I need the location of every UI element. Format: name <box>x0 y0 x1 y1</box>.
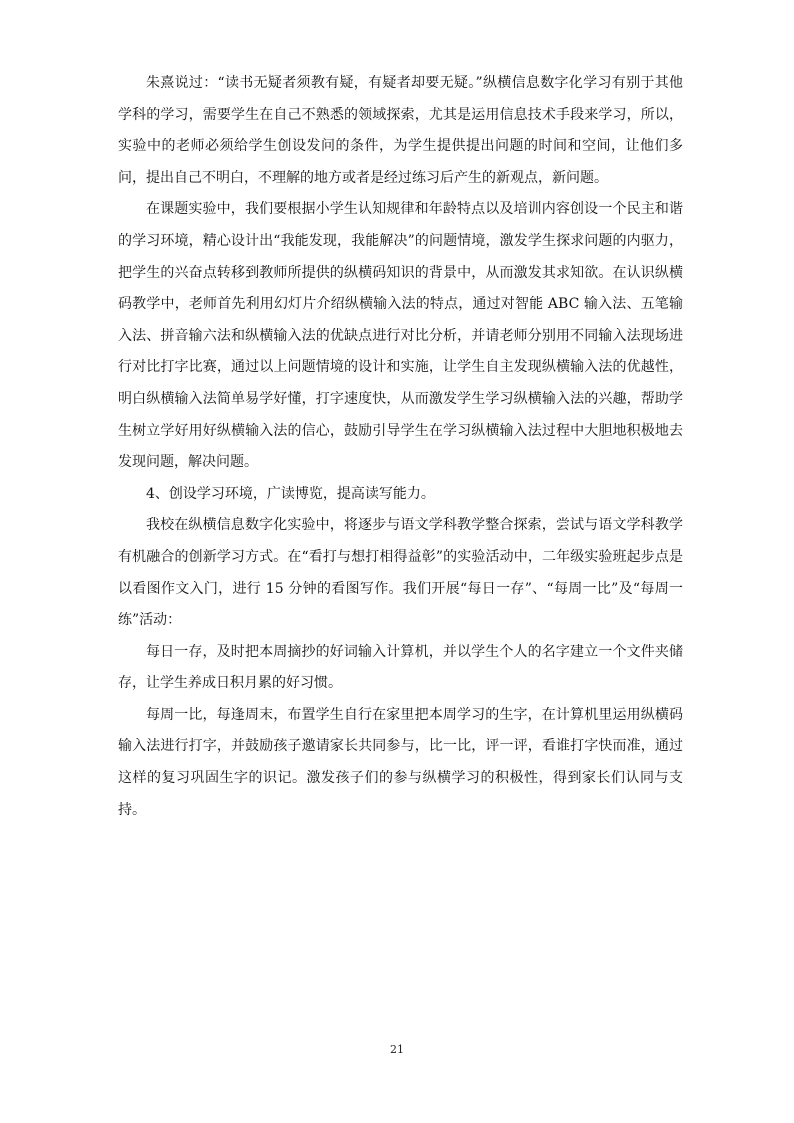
paragraph-weekly-compare: 每周一比，每逢周末，布置学生自行在家里把本周学习的生字，在计算机里运用纵横码输入法进行打字，并鼓励孩子邀请家长共同参与，比一比，评一评，看谁打字快而准，通过这样的复习巩固生字的识记。激发孩子们的参与纵横学习的积极性，得到家长们认同与支持。 <box>118 706 683 818</box>
paragraph-daily-save: 每日一存，及时把本周摘抄的好词输入计算机，并以学生个人的名字建立一个文件夹储存，让学生养成日积月累的好习惯。 <box>118 643 683 692</box>
document-body <box>118 68 683 826</box>
page-number: 21 <box>390 1043 404 1056</box>
paragraph-chinese-integration: 我校在纵横信息数字化实验中，将逐步与语文学科教学整合探索，尝试与语文学科教学有机融合的创新学习方式。在“看打与想打相得益彰”的实验活动中，二年级实验班起步点是以看图作文入门，进行 15 分钟的看图写作。我们开展“每日一存”、“每周一比”及“每周一练”活动： <box>118 517 683 629</box>
section-heading-4: 4、创设学习环境，广读博览，提高读写能力。 <box>146 485 435 502</box>
paragraph-problem-situation: 在课题实验中，我们要根据小学生认知规律和年龄特点以及培训内容创设一个民主和谐的学习环境，精心设计出“我能发现，我能解决”的问题情境，激发学生探求问题的内驱力，把学生的兴奋点转移到教师所提供的纵横码知识的背景中，从而激发其求知欲。在认识纵横码教学中，老师首先利用幻灯片介绍纵横输入法的特点，通过对智能 ABC 输入法、五笔输入法、拼音输六法和纵横输入法的优缺点进行对比分析，并请老师分别用不同输入法现场进行对比打字比赛，通过以上问题情境的设计和实施，让学生自主发现纵横输入法的优越性，明白纵横输入法简单易学好懂，打字速度快，从而激发学生学习纵横输入法的兴趣，帮助学生树立学好用好纵横输入法的信心，鼓励引导学生在学习纵横输入法过程中大胆地积极地去发现问题，解决问题。 <box>118 201 683 471</box>
paragraph-zhuxi-quote: 朱熹说过：“读书无疑者须教有疑，有疑者却要无疑。”纵横信息数字化学习有别于其他学科的学习，需要学生在自己不熟悉的领域探索，尤其是运用信息技术手段来学习，所以，实验中的老师必须给学生创设发问的条件，为学生提供提出问题的时间和空间，让他们多问，提出自己不明白，不理解的地方或者是经过练习后产生的新观点，新问题。 <box>118 75 683 186</box>
